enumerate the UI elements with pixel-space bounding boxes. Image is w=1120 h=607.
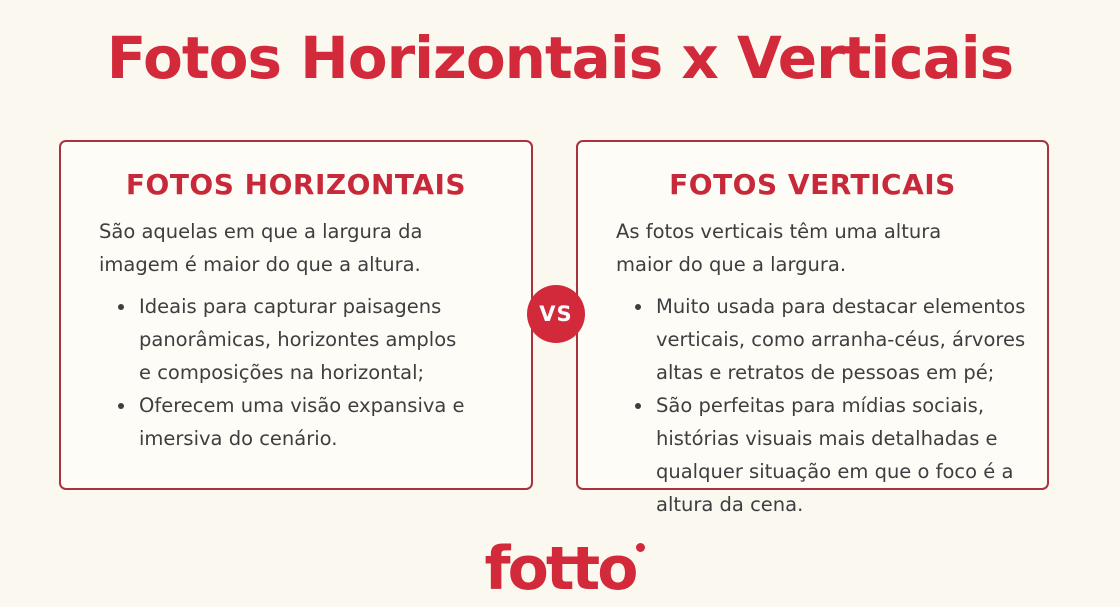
bullet-item: • Muito usada para destacar elementos verticais, como arranha-céus, árvores altas e retratos de pessoas em pé;: [654, 290, 1026, 389]
horizontal-card-bullet-list: [61, 290, 467, 455]
vertical-photos-card: [576, 140, 1049, 516]
fotto-logo-text: fotto: [484, 534, 636, 604]
bullet-item: • Ideais para capturar paisagens panorâmicas, horizontes amplos e composições na horizontal;: [137, 290, 467, 389]
horizontal-photos-card: [59, 140, 533, 490]
fotto-logo-wordmark: [484, 534, 636, 604]
vertical-card-heading: FOTOS VERTICAIS: [669, 168, 956, 201]
vertical-card-description: As fotos verticais têm uma altura maior do que a largura.: [616, 220, 942, 276]
vertical-card-bullet-list: [578, 290, 1026, 521]
horizontal-card-heading: FOTOS HORIZONTAIS: [125, 168, 467, 201]
page-title: Fotos Horizontais x Verticais: [106, 24, 1014, 92]
fotto-logo: [0, 534, 1120, 604]
logo-dot-icon: [636, 543, 645, 552]
vs-badge: VS: [527, 285, 585, 343]
bullet-item: • São perfeitas para mídias sociais, histórias visuais mais detalhadas e qualquer situação em que o foco é a altura da cena.: [654, 389, 1026, 521]
horizontal-card-description: São aquelas em que a largura da imagem é maior do que a altura.: [99, 220, 423, 276]
bullet-item: • Oferecem uma visão expansiva e imersiva do cenário.: [137, 389, 467, 455]
